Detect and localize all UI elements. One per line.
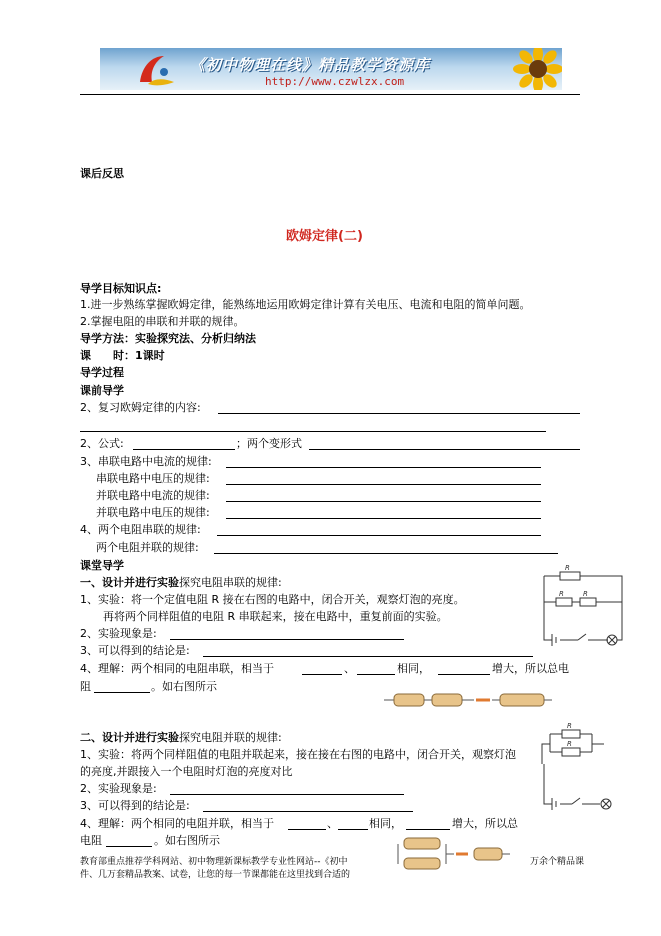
parallel-resistor-illustration bbox=[384, 836, 524, 872]
sec2-concl: 3、可以得到的结论是: bbox=[80, 799, 190, 812]
method-line: 导学方法：实验探究法、分析归纳法 bbox=[80, 332, 256, 345]
pre-q4b: 两个电阻并联的规律: bbox=[96, 541, 199, 554]
header-rule bbox=[80, 94, 580, 95]
sec1-exp1b: 再将两个同样阻值的电阻 R 串联起来，接在电路中，重复前面的实验。 bbox=[103, 610, 448, 623]
in-class-heading: 课堂导学 bbox=[80, 559, 124, 572]
answer-blank[interactable] bbox=[170, 794, 404, 795]
sec2-obs: 2、实验现象是: bbox=[80, 782, 157, 795]
pre-formula-b: ；两个变形式 bbox=[236, 437, 302, 450]
answer-blank[interactable] bbox=[218, 413, 580, 414]
parallel-circuit-diagram bbox=[540, 720, 624, 814]
pre-q2: 2、复习欧姆定律的内容: bbox=[80, 401, 201, 414]
answer-blank[interactable] bbox=[226, 467, 541, 468]
series-resistor-illustration bbox=[382, 690, 554, 710]
sec1-obs: 2、实验现象是: bbox=[80, 627, 157, 640]
sec2-title: 二、设计并进行实验探究电阻并联的规律: bbox=[80, 731, 282, 744]
sec1-exp1: 1、实验：将一个定值电阻 R 接在右图的电路中，闭合开关，观察灯泡的亮度。 bbox=[80, 593, 465, 606]
sec1-und-d: 增大，所以总电 bbox=[492, 662, 569, 675]
goals-heading: 导学目标知识点: bbox=[80, 282, 162, 295]
answer-blank[interactable] bbox=[170, 639, 404, 640]
answer-blank[interactable] bbox=[203, 656, 533, 657]
pre-q4: 4、两个电阻串联的规律: bbox=[80, 523, 201, 536]
answer-blank[interactable] bbox=[203, 811, 413, 812]
footer-line-1a: 教育部重点推荐学科网站、初中物理新课标教学专业性网站--《初中 bbox=[80, 857, 348, 867]
resistor-label: R bbox=[567, 722, 572, 730]
resistor-label: R bbox=[565, 564, 570, 572]
sec1-und-c: 相同， bbox=[397, 662, 430, 675]
pre-q3b: 串联电路中电压的规律: bbox=[96, 472, 210, 485]
footer-line-1b: 万余个精品课 bbox=[530, 857, 585, 867]
pre-q3: 3、串联电路中电流的规律: bbox=[80, 455, 212, 468]
sunflower-icon bbox=[512, 48, 562, 90]
answer-blank[interactable] bbox=[106, 846, 152, 847]
sec2-und-d: 增大，所以总 bbox=[452, 817, 518, 830]
answer-blank[interactable] bbox=[226, 484, 541, 485]
answer-blank[interactable] bbox=[288, 829, 326, 830]
sec2-und-e: 电阻 bbox=[80, 834, 102, 847]
answer-blank[interactable] bbox=[80, 431, 546, 432]
answer-blank[interactable] bbox=[438, 674, 490, 675]
answer-blank[interactable] bbox=[406, 829, 450, 830]
lesson-title: 欧姆定律(二) bbox=[286, 229, 363, 244]
answer-blank[interactable] bbox=[357, 674, 395, 675]
answer-blank[interactable] bbox=[309, 449, 580, 450]
answer-blank[interactable] bbox=[226, 518, 541, 519]
goal-item-2: 2.掌握电阻的串联和并联的规律。 bbox=[80, 315, 245, 328]
answer-blank[interactable] bbox=[217, 535, 541, 536]
answer-blank[interactable] bbox=[302, 674, 342, 675]
hours-line: 课 时：1课时 bbox=[80, 349, 165, 362]
sec1-und-f: 。如右图所示 bbox=[151, 680, 217, 693]
series-circuit-diagram bbox=[538, 562, 628, 652]
sec1-und-a: 4、理解：两个相同的电阻串联，相当于 bbox=[80, 662, 274, 675]
sec2-und-a: 4、理解：两个相同的电阻并联，相当于 bbox=[80, 817, 274, 830]
resistor-label: R bbox=[559, 590, 564, 598]
pre-class-heading: 课前导学 bbox=[80, 384, 124, 397]
sec1-concl: 3、可以得到的结论是: bbox=[80, 644, 190, 657]
banner-url[interactable]: http://www.czwlzx.com bbox=[265, 75, 405, 88]
sec1-title: 一、设计并进行实验探究电阻串联的规律: bbox=[80, 576, 282, 589]
sec2-und-c: 相同， bbox=[369, 817, 402, 830]
pre-formula-a: 2、公式: bbox=[80, 437, 124, 450]
pre-q3d: 并联电路中电压的规律: bbox=[96, 506, 210, 519]
sec2-exp1b: 的亮度,并跟接入一个电阻时灯泡的亮度对比 bbox=[80, 765, 293, 778]
sec2-und-b: 、 bbox=[327, 817, 338, 830]
logo-icon bbox=[134, 52, 178, 88]
answer-blank[interactable] bbox=[214, 553, 558, 554]
after-class-heading: 课后反思 bbox=[80, 167, 124, 180]
process-heading: 导学过程 bbox=[80, 366, 124, 379]
resistor-label: R bbox=[567, 740, 572, 748]
banner-title: 《初中物理在线》精品教学资源库 bbox=[190, 56, 431, 74]
answer-blank[interactable] bbox=[133, 449, 235, 450]
goal-item-1: 1.进一步熟练掌握欧姆定律，能熟练地运用欧姆定律计算有关电压、电流和电阻的简单问题。 bbox=[80, 298, 531, 311]
header-banner bbox=[100, 48, 562, 90]
footer-line-2: 件、几万套精品教案、试卷，让您的每一节课都能在这里找到合适的 bbox=[80, 870, 351, 880]
pre-q3c: 并联电路中电流的规律: bbox=[96, 489, 210, 502]
answer-blank[interactable] bbox=[338, 829, 368, 830]
answer-blank[interactable] bbox=[94, 692, 150, 693]
answer-blank[interactable] bbox=[226, 501, 541, 502]
resistor-label: R bbox=[583, 590, 588, 598]
sec1-und-e: 阻 bbox=[80, 680, 91, 693]
sec2-und-f: 。如右图所示 bbox=[154, 834, 220, 847]
sec2-exp1: 1、实验：将两个同样阻值的电阻并联起来，接在接在右图的电路中，闭合开关，观察灯泡 bbox=[80, 748, 516, 761]
sec1-und-b: 、 bbox=[344, 662, 355, 675]
